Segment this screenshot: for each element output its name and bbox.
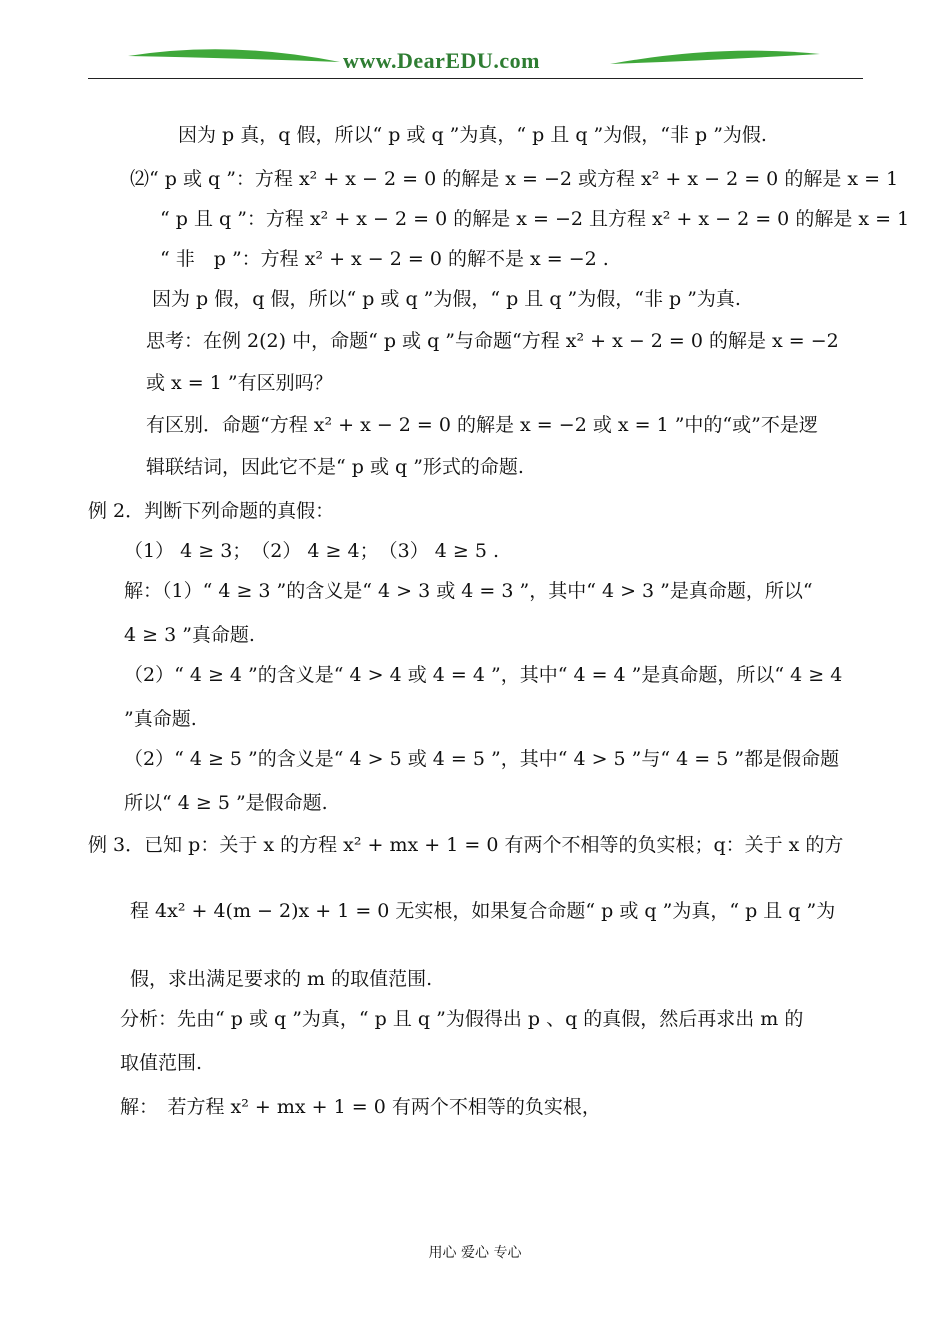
- page-footer: 用心 爱心 专心: [428, 1245, 522, 1261]
- text-line: 假，求出满足要求的 m 的取值范围.: [130, 968, 433, 990]
- text-line: （1） 4 ≥ 3； （2） 4 ≥ 4； （3） 4 ≥ 5 .: [124, 540, 499, 562]
- text-line: 或 x = 1 ”有区别吗？: [146, 372, 333, 394]
- text-line: 所以“ 4 ≥ 5 ”是假命题.: [124, 792, 328, 814]
- text-line: “ 非 p ”：方程 x² + x − 2 = 0 的解不是 x = −2 .: [160, 248, 609, 270]
- text-line: 解：（1）“ 4 ≥ 3 ”的含义是“ 4 > 3 或 4 = 3 ”，其中“ 4 > 3 ”是真命题，所以“: [124, 580, 813, 602]
- text-line: 解： 若方程 x² + mx + 1 = 0 有两个不相等的负实根，: [120, 1096, 601, 1118]
- text-line: （2）“ 4 ≥ 5 ”的含义是“ 4 > 5 或 4 = 5 ”，其中“ 4 > 5 ”与“ 4 = 5 ”都是假命题: [124, 748, 840, 770]
- text-line: 例 3．已知 p：关于 x 的方程 x² + mx + 1 = 0 有两个不相等的负实根；q：关于 x 的方: [88, 834, 844, 856]
- text-line: “ p 且 q ”：方程 x² + x − 2 = 0 的解是 x = −2 且方程 x² + x − 2 = 0 的解是 x = 1: [160, 208, 910, 230]
- text-line: 因为 p 真，q 假，所以“ p 或 q ”为真，“ p 且 q ”为假，“非 p ”为假.: [178, 124, 767, 146]
- text-line: 分析：先由“ p 或 q ”为真，“ p 且 q ”为假得出 p 、q 的真假，然后再求出 m 的: [120, 1008, 804, 1030]
- text-line: ”真命题.: [124, 708, 197, 730]
- header-divider: [88, 78, 863, 79]
- text-line: 取值范围.: [120, 1052, 203, 1074]
- text-line: 因为 p 假，q 假，所以“ p 或 q ”为假，“ p 且 q ”为假，“非 p ”为真.: [152, 288, 741, 310]
- text-line: 4 ≥ 3 ”真命题.: [124, 624, 255, 646]
- text-line: 程 4x² + 4(m − 2)x + 1 = 0 无实根，如果复合命题“ p 或 q ”为真，“ p 且 q ”为: [130, 900, 836, 922]
- text-line: （2）“ 4 ≥ 4 ”的含义是“ 4 > 4 或 4 = 4 ”，其中“ 4 = 4 ”是真命题，所以“ 4 ≥ 4: [124, 664, 843, 686]
- text-line: ⑵“ p 或 q ”：方程 x² + x − 2 = 0 的解是 x = −2 或方程 x² + x − 2 = 0 的解是 x = 1: [130, 168, 899, 190]
- text-line: 例 2．判断下列命题的真假：: [88, 500, 335, 522]
- text-line: 辑联结词，因此它不是“ p 或 q ”形式的命题.: [146, 456, 524, 478]
- text-line: 思考：在例 2(2) 中，命题“ p 或 q ”与命题“方程 x² + x − 2 = 0 的解是 x = −2: [146, 330, 839, 352]
- page-header: [0, 0, 950, 84]
- text-line: 有区别．命题“方程 x² + x − 2 = 0 的解是 x = −2 或 x = 1 ”中的“或”不是逻: [146, 414, 818, 436]
- site-logo[interactable]: www.DearEDU.com: [343, 48, 540, 73]
